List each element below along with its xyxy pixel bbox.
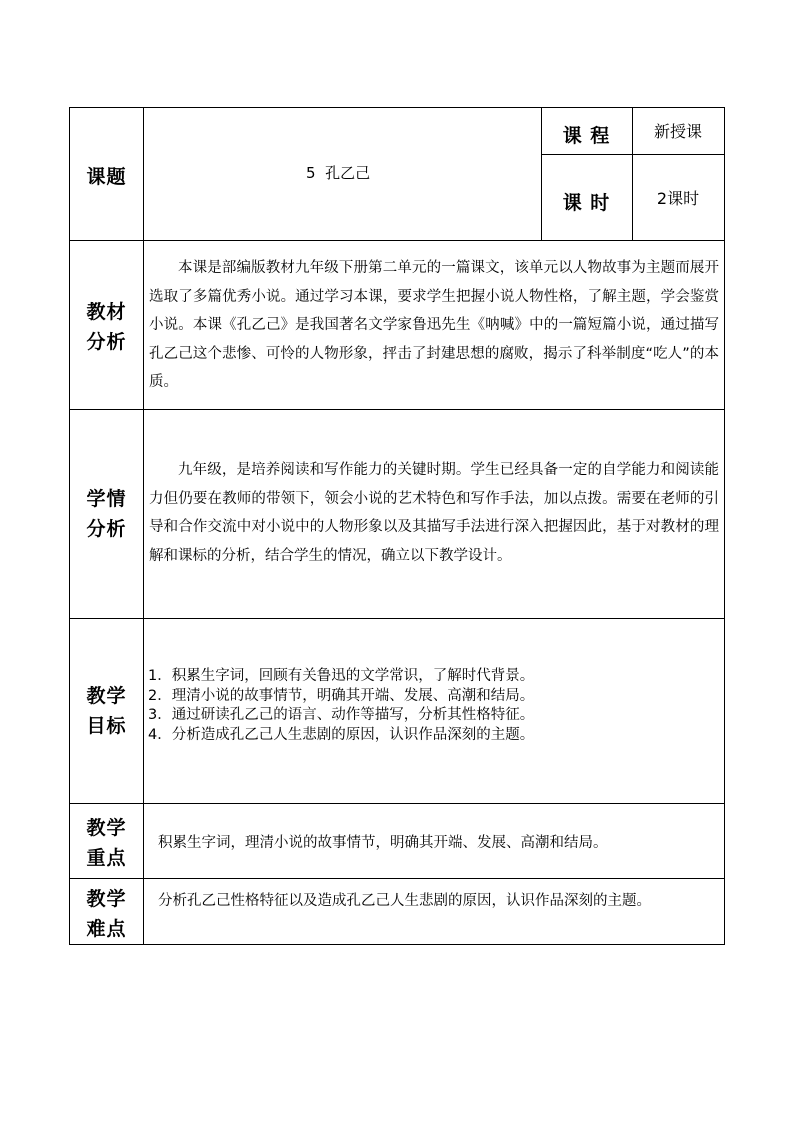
student-analysis-label: 学情 分析 [86, 488, 127, 540]
material-analysis-label: 教材 分析 [86, 301, 127, 353]
material-analysis-text: 本课是部编版教材九年级下册第二单元的一篇课文，该单元以人物故事为主题而展开选取了多篇优秀小说。通过学习本课，要求学生把握小说人物性格，了解主题，学会鉴赏小说。本课《孔乙己》是我国著名文学家鲁迅先生《呐喊》中的一篇短篇小说，通过描写孔乙己这个悲惨、可怜的人物形象，抨击了封建思想的腐败，揭示了科举制度“吃人”的本质。 [149, 260, 719, 390]
table-rule [69, 107, 725, 108]
table-rule [69, 618, 725, 619]
table-rule [724, 107, 725, 945]
period-label: 课 时 [562, 192, 611, 214]
table-rule [69, 944, 725, 945]
list-item: 1．积累生字词，回顾有关鲁迅的文学常识，了解时代背景。 [148, 668, 535, 684]
table-rule [69, 803, 725, 804]
table-rule [69, 240, 725, 241]
key-points-label: 教学 重点 [86, 817, 127, 869]
list-item: 4．分析造成孔乙己人生悲剧的原因，认识作品深刻的主题。 [148, 726, 535, 743]
list-item: 3．通过研读孔乙己的语言、动作等描写，分析其性格特征。 [148, 707, 535, 723]
course-label: 课 程 [562, 125, 611, 147]
topic-label: 课题 [86, 166, 127, 188]
table-rule [541, 154, 725, 155]
table-rule [69, 409, 725, 410]
difficulties-label: 教学 难点 [86, 888, 127, 940]
lesson-title: 5 孔乙己 [306, 164, 371, 182]
course-value: 新授课 [653, 122, 702, 141]
table-rule [143, 107, 144, 945]
period-value: 2课时 [656, 189, 700, 208]
teaching-goals-label: 教学 目标 [86, 685, 127, 737]
teaching-goals-list [148, 667, 534, 745]
key-points-text: 积累生字词，理清小说的故事情节，明确其开端、发展、高潮和结局。 [158, 835, 608, 851]
student-analysis-text: 九年级，是培养阅读和写作能力的关键时期。学生已经具备一定的自学能力和阅读能力但仍要在教师的带领下，领会小说的艺术特色和写作手法，加以点拨。需要在老师的引导和合作交流中对小说中的人物形象以及其描写手法进行深入把握因此，基于对教材的理解和课标的分析，结合学生的情况，确立以下教学设计。 [149, 462, 719, 564]
difficulties-text: 分析孔乙己性格特征以及造成孔乙己人生悲剧的原因，认识作品深刻的主题。 [158, 893, 651, 909]
table-rule [69, 878, 725, 879]
list-item: 2．理清小说的故事情节，明确其开端、发展、高潮和结局。 [148, 687, 535, 704]
